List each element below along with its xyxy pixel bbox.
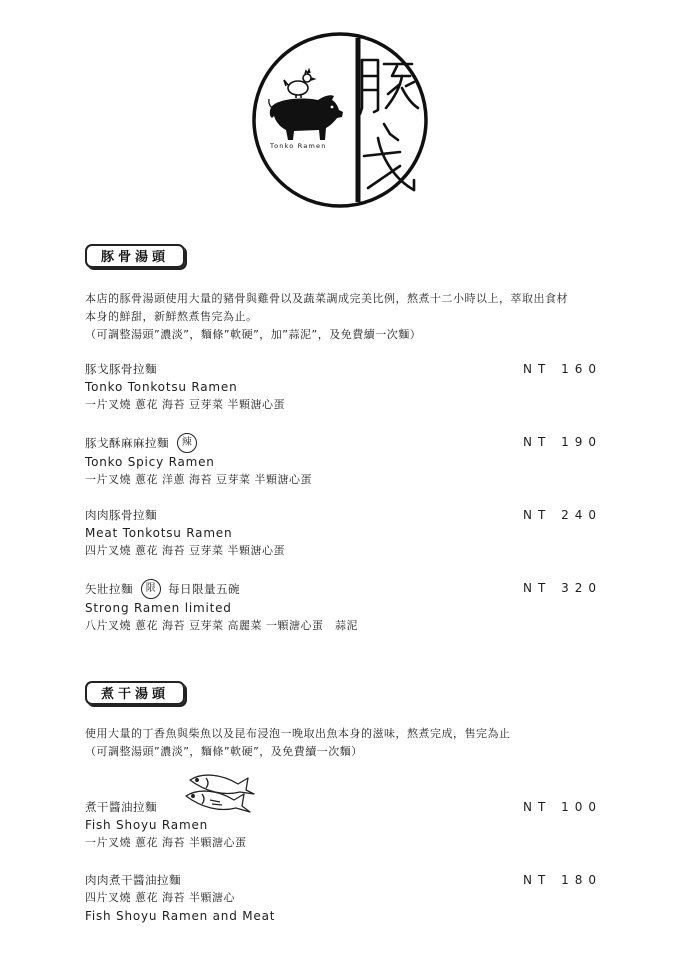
limited-badge: 限 [141,579,161,599]
desc-line: 本身的鮮甜，新鮮熬煮售完為止。 [85,310,258,323]
item-ingredients: 四片叉燒 蔥花 海苔 豆芽菜 半顆溏心蛋 [85,544,285,557]
item-name-row [85,579,595,599]
menu-item [85,433,595,489]
item-ingredients: 八片叉燒 蔥花 海苔 豆芽菜 高麗菜 一顆溏心蛋 蒜泥 [85,619,358,632]
menu-item [85,798,595,852]
section-description-niboshi [85,725,625,761]
tonko-ramen-logo [250,30,430,210]
menu-item [85,360,595,414]
item-name-en: Fish Shoyu Ramen [85,818,209,832]
item-ingredients: 一片叉燒 蔥花 洋蔥 海苔 豆芽菜 半顆溏心蛋 [85,473,312,486]
section-tag-tonkotsu: 豚骨湯頭 [85,244,185,268]
chicken-icon [284,70,314,98]
menu-item [85,579,595,635]
spicy-badge: 辣 [177,433,197,453]
desc-line: 本店的豚骨湯頭使用大量的豬骨與雞骨以及蔬菜調成完美比例，熬煮十二小時以上，萃取出食材 [85,292,568,305]
desc-line: （可調整湯頭”濃淡”，麵條”軟硬”，加”蒜泥”，及免費續一次麵） [85,328,422,341]
item-price: NT 320 [523,581,603,595]
item-price: NT 180 [523,873,603,887]
item-price: NT 190 [523,435,603,449]
item-price: NT 160 [523,362,603,376]
section-description-tonkotsu [85,290,625,344]
item-ingredients: 四片叉燒 蔥花 海苔 半顆溏心 [85,891,235,904]
item-name-row [85,433,595,453]
item-name-zh: 煮干醬油拉麵 [85,800,157,814]
item-name-zh: 肉肉豚骨拉麵 [85,508,157,522]
item-name-zh: 肉肉煮干醬油拉麵 [85,873,181,887]
menu-item [85,871,595,925]
item-name-en: Strong Ramen limited [85,601,232,615]
section-tag-niboshi: 煮干湯頭 [85,681,185,705]
item-name-en: Tonko Spicy Ramen [85,455,215,469]
item-name-zh: 矢壯拉麵 [85,582,133,596]
item-ingredients: 一片叉燒 蔥花 海苔 豆芽菜 半顆溏心蛋 [85,398,285,411]
logo-brand-en: Tonko Ramen [270,142,327,150]
item-name-zh: 豚戈酥麻麻拉麵 [85,436,169,450]
desc-line: （可調整湯頭”濃淡”，麵條”軟硬”，及免費續一次麵） [85,745,363,758]
item-name-en: Meat Tonkotsu Ramen [85,526,233,540]
item-name-en: Fish Shoyu Ramen and Meat [85,909,276,923]
desc-line: 使用大量的丁香魚與柴魚以及昆布浸泡一晚取出魚本身的滋味，熬煮完成，售完為止 [85,727,511,740]
item-price: NT 100 [523,800,603,814]
item-ingredients: 一片叉燒 蔥花 海苔 半顆溏心蛋 [85,836,247,849]
item-name-zh: 豚戈豚骨拉麵 [85,362,157,376]
item-price: NT 240 [523,508,603,522]
item-note: 每日限量五碗 [168,582,240,596]
item-name-en: Tonko Tonkotsu Ramen [85,380,238,394]
menu-item [85,506,595,560]
pig-icon [269,95,343,140]
